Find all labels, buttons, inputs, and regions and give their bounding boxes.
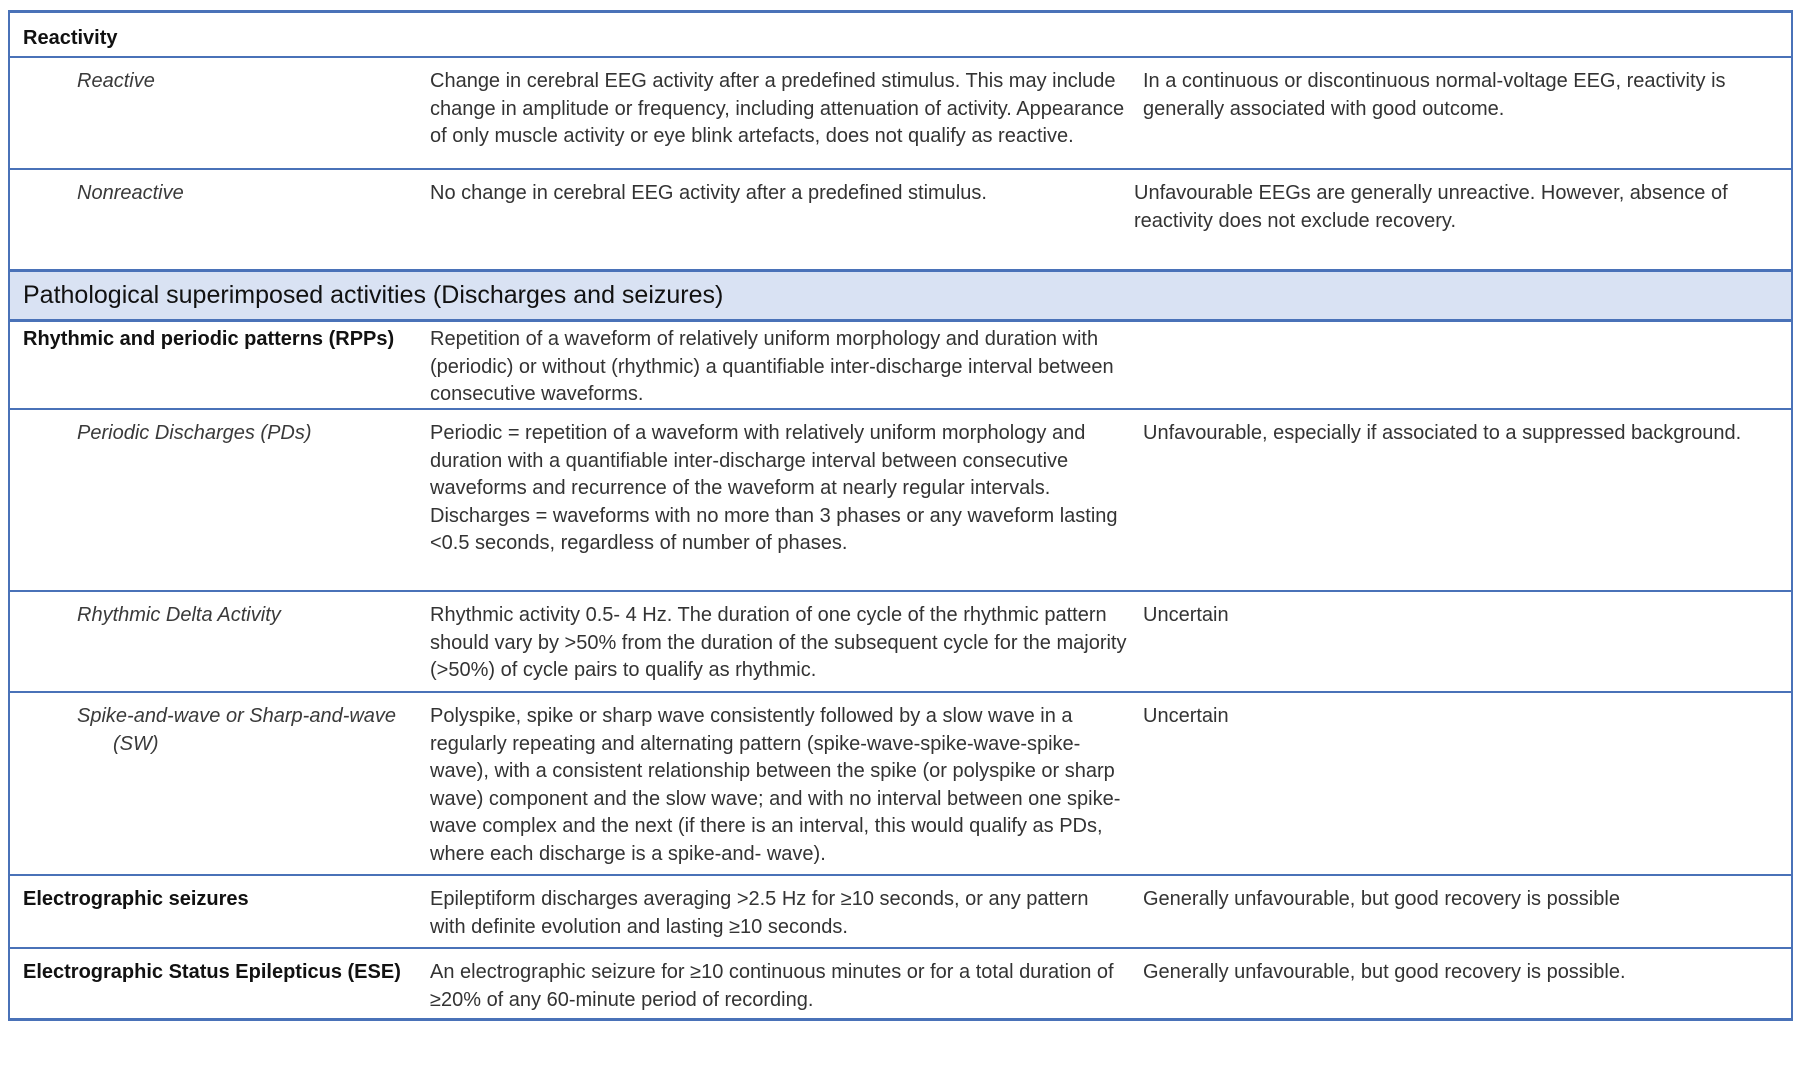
section-header xyxy=(10,269,1791,322)
term-cell: Nonreactive xyxy=(77,182,184,204)
prognosis-cell: Unfavourable EEGs are generally unreactive. However, absence of reactivity does not exclude recovery. xyxy=(1134,182,1728,232)
section-title: Pathological superimposed activities (Discharges and seizures) xyxy=(23,281,724,309)
table-row xyxy=(10,874,1791,947)
definition-cell: Repetition of a waveform of relatively uniform morphology and duration with (periodic) or without (rhythmic) a quantifiable inter-discharge interval between consecutive waveforms. xyxy=(430,328,1114,405)
definition-cell xyxy=(428,410,1143,590)
table-row xyxy=(10,168,1791,269)
term-cell: Rhythmic Delta Activity xyxy=(77,604,281,626)
definition-cell: Change in cerebral EEG activity after a predefined stimulus. This may include change in amplitude or frequency, including attenuation of activity. Appearance of only muscle activity or eye blink artefacts, does not qualify as reactive. xyxy=(430,70,1125,147)
prognosis-cell: Unfavourable, especially if associated to a suppressed background. xyxy=(1143,422,1742,444)
prognosis-cell: Generally unfavourable, but good recovery is possible. xyxy=(1143,961,1626,983)
definition-cell: An electrographic seizure for ≥10 continuous minutes or for a total duration of ≥20% of any 60-minute period of recording. xyxy=(430,961,1114,1011)
table-row xyxy=(10,590,1791,691)
definition-cell: Rhythmic activity 0.5- 4 Hz. The duration of one cycle of the rhythmic pattern should vary by >50% from the duration of the subsequent cycle for the majority (>50%) of cycle pairs to qualify as rhythmic. xyxy=(430,604,1127,681)
term-cell: Rhythmic and periodic patterns (RPPs) xyxy=(23,328,395,350)
prognosis-cell: Uncertain xyxy=(1143,705,1229,727)
prognosis-cell xyxy=(1143,322,1791,408)
term-cell: Periodic Discharges (PDs) xyxy=(77,422,312,444)
term-cell: Reactive xyxy=(77,70,155,92)
prognosis-cell: Generally unfavourable, but good recovery is possible xyxy=(1143,888,1620,910)
term-text: Spike-and-wave or Sharp-and-wave (SW) xyxy=(77,705,397,755)
reactivity-heading: Reactivity xyxy=(23,27,118,49)
table-row xyxy=(10,947,1791,1018)
definition-cell: No change in cerebral EEG activity after a predefined stimulus. xyxy=(430,182,987,204)
table-row xyxy=(10,691,1791,874)
definition-paragraph: Periodic = repetition of a waveform with relatively uniform morphology and duration with a quantifiable inter-discharge interval between consecutive waveforms and recurrence of the waveform at nearly regular intervals. xyxy=(430,422,1086,499)
eeg-terminology-table xyxy=(8,10,1793,1021)
term-cell: Electrographic Status Epilepticus (ESE) xyxy=(23,961,401,983)
table-row xyxy=(10,322,1791,408)
definition-cell: Epileptiform discharges averaging >2.5 Hz for ≥10 seconds, or any pattern with definite evolution and lasting ≥10 seconds. xyxy=(430,888,1089,938)
table-row xyxy=(10,56,1791,168)
prognosis-cell: Uncertain xyxy=(1143,604,1229,626)
term-cell: Electrographic seizures xyxy=(23,888,249,910)
term-cell xyxy=(10,693,428,874)
prognosis-cell: In a continuous or discontinuous normal-voltage EEG, reactivity is generally associated with good outcome. xyxy=(1143,70,1726,120)
table-row xyxy=(10,408,1791,590)
reactivity-heading-row xyxy=(10,13,1791,56)
definition-cell: Polyspike, spike or sharp wave consistently followed by a slow wave in a regularly repeating and alternating pattern (spike-wave-spike-wave-spike-wave), with a consistent relationship between the spike (or polyspike or sharp wave) component and the slow wave; and with no interval between one spike-wave complex and the next (if there is an interval, this would qualify as PDs, where each discharge is a spike-and- wave). xyxy=(430,705,1121,865)
definition-paragraph: Discharges = waveforms with no more than 3 phases or any waveform lasting <0.5 seconds, regardless of number of phases. xyxy=(430,504,1118,554)
